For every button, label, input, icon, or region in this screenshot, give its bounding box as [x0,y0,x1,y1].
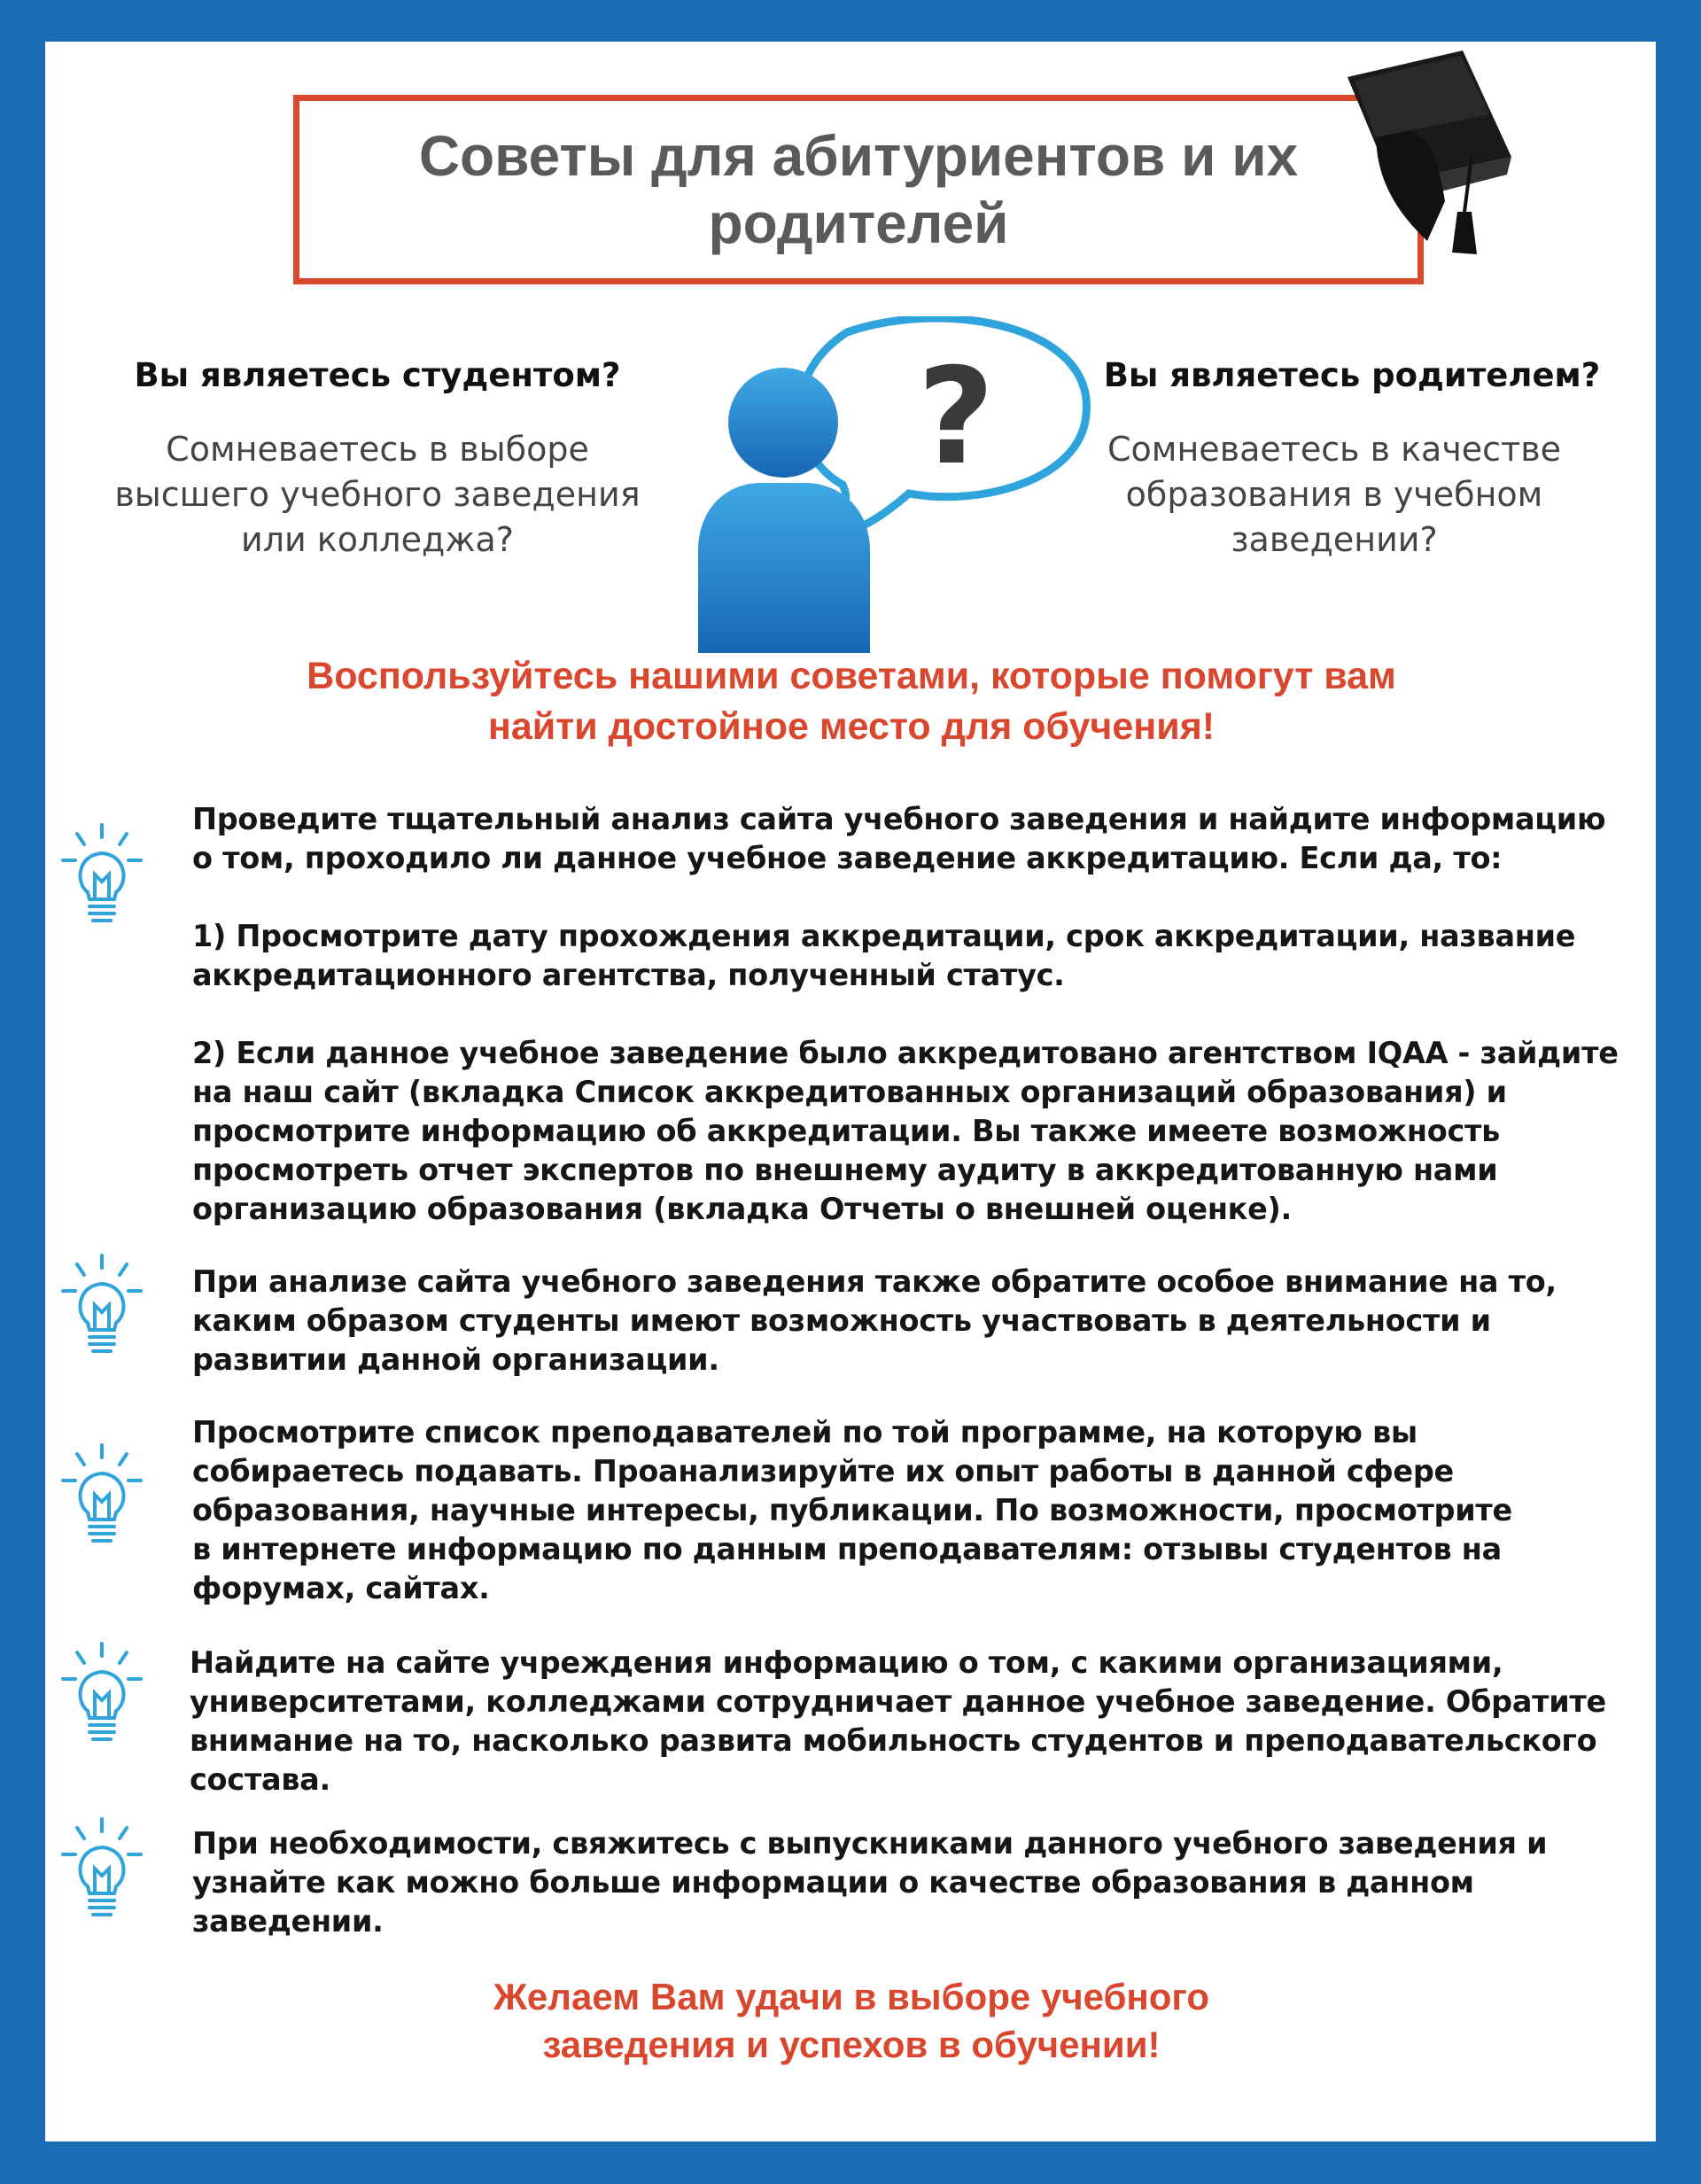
tip-paragraph: Найдите на сайте учреждения информацию о том, с какими организациями, университетами, колледжами сотрудничает данное учебное заведение. Обратите внимание на то, насколько развита мобильность студентов и преподавательского состава. [190,1645,1606,1797]
lightbulb-icon [61,823,143,926]
page-content [45,42,1656,2141]
tip-paragraph: 1) Просмотрите дату прохождения аккредитации, срок аккредитации, название аккредитационного агентства, полученный статус. [192,919,1576,992]
tip-paragraph: При необходимости, свяжитесь с выпускниками данного учебного заведения и узнайте как можно больше информации о качестве образования в данном заведении. [192,1826,1548,1939]
parent-text: Сомневаетесь в качестве образования в учебном заведении? [1107,430,1561,559]
lightbulb-icon [61,1443,143,1546]
svg-text:?: ? [917,340,995,494]
callout-text: Воспользуйтесь нашими советами, которые помогут вам найти достойное место для обучения! [307,655,1396,748]
tip-1 [192,800,1645,1229]
tip-3 [192,1413,1645,1608]
tip-paragraph: Проведите тщательный анализ сайта учебного заведения и найдите информацию о том, проходило ли данное учебное заведение аккредитацию. Если да, то: [192,802,1606,875]
lightbulb-icon [61,1642,143,1745]
page-title: Советы для абитуриентов и их родителей [418,124,1299,255]
tip-paragraph: При анализе сайта учебного заведения также обратите особое внимание на то, каким образом студенты имеют возможность участвовать в деятельности и развитии данной организации. [192,1264,1557,1377]
lightbulb-icon [61,1254,143,1356]
title-box [293,95,1424,284]
tip-5 [192,1824,1645,1941]
student-heading: Вы являетесь студентом? [134,356,621,394]
tip-paragraph: 2) Если данное учебное заведение было аккредитовано агентством IQAA - зайдите на наш сайт (вкладка Список аккредитованных организаций образования) и просмотрите информацию об аккредитации. Вы также имеете возможность просмотреть отчет экспертов по внешнему аудиту в аккредитованную нами организацию образования (вкладка Отчеты о внешней оценке). [192,1036,1619,1226]
tip-2 [192,1263,1645,1380]
tip-4 [190,1644,1643,1799]
lightbulb-icon [61,1817,143,1920]
graduation-cap-icon [1330,51,1516,263]
closing-text: Желаем Вам удачи в выборе учебного заведения и успехов в обучении! [493,1976,1210,2065]
parent-heading: Вы являетесь родителем? [1103,356,1601,394]
student-text: Сомневаетесь в выборе высшего учебного заведения или колледжа? [114,430,641,559]
tip-paragraph: Просмотрите список преподавателей по той программе, на которую вы собираетесь подавать. Проанализируйте их опыт работы в данной сфере образования, научные интересы, публикации. По возможности, просмотрите в интернете информацию по данным преподавателям: отзывы студентов на форумах, сайтах. [192,1415,1512,1605]
person-question-icon [687,316,1095,653]
